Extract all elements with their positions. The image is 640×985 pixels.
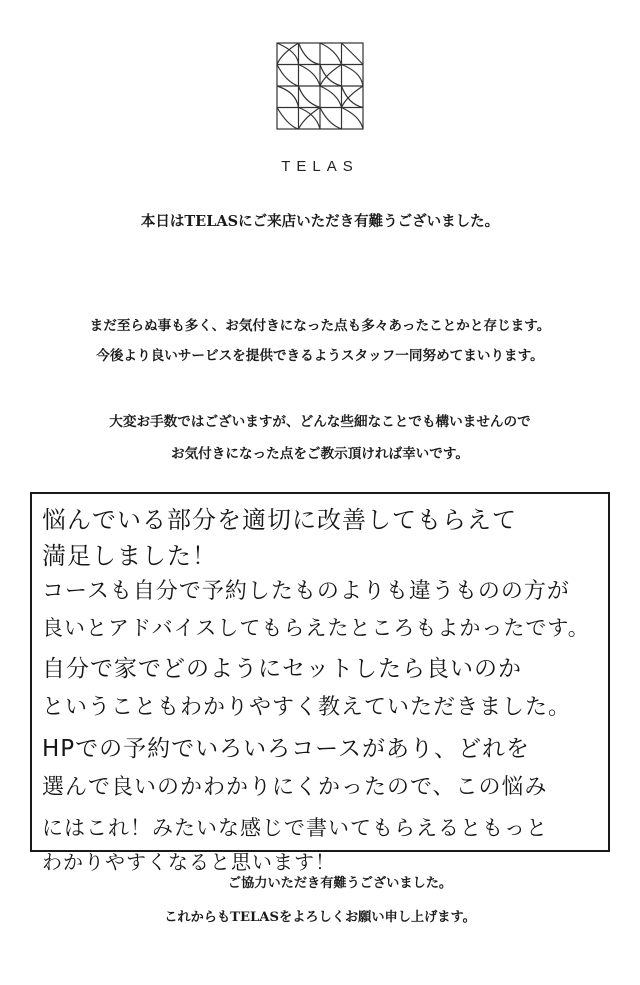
commitment-line: 今後より良いサービスを提供できるようスタッフ一同努めてまいります。 bbox=[96, 348, 544, 364]
request-line: 大変お手数ではございますが、どんな些細なことでも構いませんので bbox=[109, 414, 531, 430]
feedback-line: HPでの予約でいろいろコースがあり、どれを bbox=[42, 736, 531, 762]
closing-line: これからもTELASをよろしくお願い申し上げます。 bbox=[164, 910, 476, 925]
feedback-line: 選んで良いのかわかりにくかったので、この悩み bbox=[42, 775, 548, 800]
gratitude-line: ご協力いただき有難うございました。 bbox=[227, 876, 453, 891]
feedback-line: コースも自分で予約したものよりも違うものの方が bbox=[42, 579, 570, 604]
feedback-line: 良いとアドバイスしてもらえたところもよかったです。 bbox=[42, 616, 590, 640]
brand-name: TELAS bbox=[281, 158, 359, 175]
feedback-line: 満足しました！ bbox=[42, 542, 217, 570]
feedback-line: わかりやすくなると思います！ bbox=[42, 850, 336, 874]
apology-line: まだ至らぬ事も多く、お気付きになった点も多々あったことかと存じます。 bbox=[89, 318, 551, 334]
thanks-line: 本日はTELASにご来店いただき有難うございました。 bbox=[140, 213, 500, 230]
feedback-line: 自分で家でどのようにセットしたら良いのか bbox=[42, 656, 522, 682]
feedback-line: ということもわかりやすく教えていただきました。 bbox=[42, 695, 572, 720]
telas-logo-icon bbox=[276, 42, 364, 130]
request-line-2: お気付きになった点をご教示頂ければ幸いです。 bbox=[171, 446, 469, 462]
feedback-line: にはこれ！みたいな感じで書いてもらえるともっと bbox=[42, 816, 548, 840]
feedback-line: 悩んでいる部分を適切に改善してもらえて bbox=[42, 506, 517, 534]
